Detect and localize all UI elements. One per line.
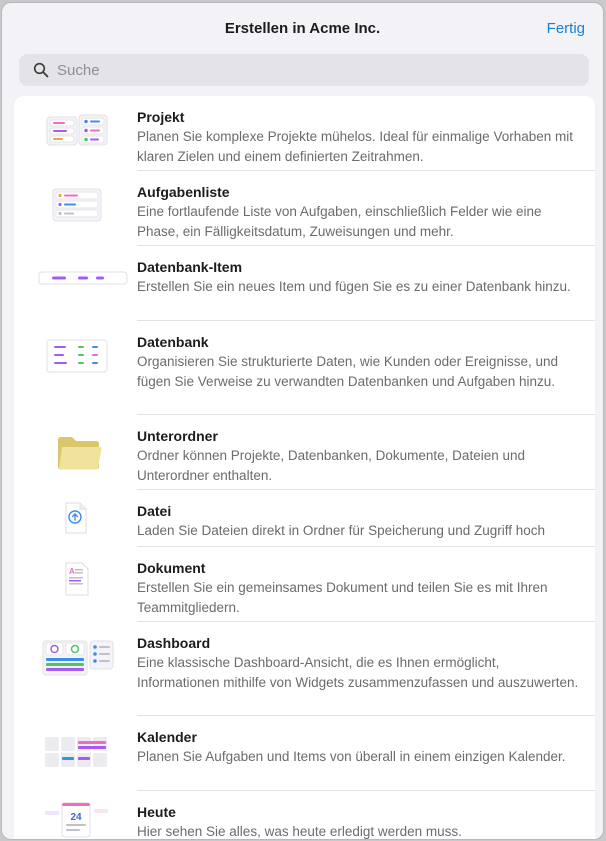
thumbnail — [14, 171, 137, 246]
document-icon — [64, 562, 90, 596]
list-item-task-list[interactable] — [14, 171, 595, 246]
thumbnail — [14, 321, 137, 415]
sheet-header — [2, 3, 603, 53]
item-description: Ordner können Projekte, Datenbanken, Dokumente, Dateien und Unterordner enthalten. — [137, 448, 525, 483]
thumbnail — [14, 96, 137, 171]
thumbnail — [14, 490, 137, 547]
svg-text:A: A — [69, 567, 75, 576]
database-icon — [46, 339, 108, 373]
file-upload-icon — [64, 502, 88, 534]
search-bar[interactable] — [19, 54, 589, 86]
search-icon — [33, 62, 49, 78]
done-button[interactable]: Fertig — [546, 20, 585, 37]
item-description: Hier sehen Sie alles, was heute erledigt werden muss. — [137, 824, 462, 839]
list-item-subfolder[interactable] — [14, 415, 595, 490]
list-item-document[interactable] — [14, 547, 595, 622]
item-description: Erstellen Sie ein gemeinsames Dokument und teilen Sie es mit Ihren Teammitgliedern. — [137, 580, 548, 615]
project-icon — [46, 114, 108, 148]
list-item-dashboard[interactable] — [14, 622, 595, 716]
thumbnail — [14, 547, 137, 622]
item-name: Projekt — [137, 109, 185, 125]
calendar-icon — [44, 736, 110, 768]
item-name: Unterordner — [137, 428, 218, 444]
list-item-file[interactable] — [14, 490, 595, 547]
task-list-icon — [52, 187, 102, 223]
list-item-today[interactable] — [14, 791, 595, 840]
item-name: Datei — [137, 503, 172, 519]
thumbnail — [14, 716, 137, 791]
item-name: Dokument — [137, 560, 206, 576]
list-item-project[interactable] — [14, 96, 595, 171]
item-name: Heute — [137, 804, 176, 820]
item-description: Organisieren Sie strukturierte Daten, wie Kunden oder Ereignisse, und fügen Sie Verweise zu verwandten Datenbanken und Aufgaben hinzu. — [137, 354, 558, 389]
thumbnail — [14, 246, 137, 321]
item-description: Planen Sie Aufgaben und Items von überall in einem einzigen Kalender. — [137, 749, 566, 764]
item-name: Datenbank-Item — [137, 259, 243, 275]
create-options-list — [14, 96, 595, 840]
folder-icon — [56, 435, 102, 471]
sheet-title: Erstellen in Acme Inc. — [224, 20, 381, 37]
item-description: Laden Sie Dateien direkt in Ordner für Speicherung und Zugriff hoch — [137, 523, 545, 538]
item-description: Planen Sie komplexe Projekte mühelos. Ideal für einmalige Vorhaben mit klaren Zielen und einem definierten Zeitrahmen. — [137, 129, 573, 164]
item-description: Eine klassische Dashboard-Ansicht, die es Ihnen ermöglicht, Informationen mithilfe von Widgets zusammenzufassen und auszuwerten. — [137, 655, 579, 690]
thumbnail — [14, 791, 137, 840]
item-name: Kalender — [137, 729, 197, 745]
list-item-database[interactable] — [14, 321, 595, 415]
thumbnail — [14, 622, 137, 716]
thumbnail — [14, 415, 137, 490]
create-sheet — [1, 2, 604, 840]
today-date-number: 24 — [70, 812, 82, 823]
database-item-icon — [38, 270, 128, 286]
dashboard-icon — [42, 640, 114, 676]
list-item-calendar[interactable] — [14, 716, 595, 791]
today-icon — [44, 801, 110, 840]
item-description: Erstellen Sie ein neues Item und fügen Sie es zu einer Datenbank hinzu. — [137, 279, 571, 294]
item-name: Aufgabenliste — [137, 184, 230, 200]
search-input[interactable] — [57, 62, 589, 79]
item-name: Dashboard — [137, 635, 211, 651]
list-item-database-item[interactable] — [14, 246, 595, 321]
item-name: Datenbank — [137, 334, 209, 350]
item-description: Eine fortlaufende Liste von Aufgaben, einschließlich Felder wie eine Phase, ein Fälligkeitsdatum, Zuweisungen und mehr. — [137, 204, 542, 239]
